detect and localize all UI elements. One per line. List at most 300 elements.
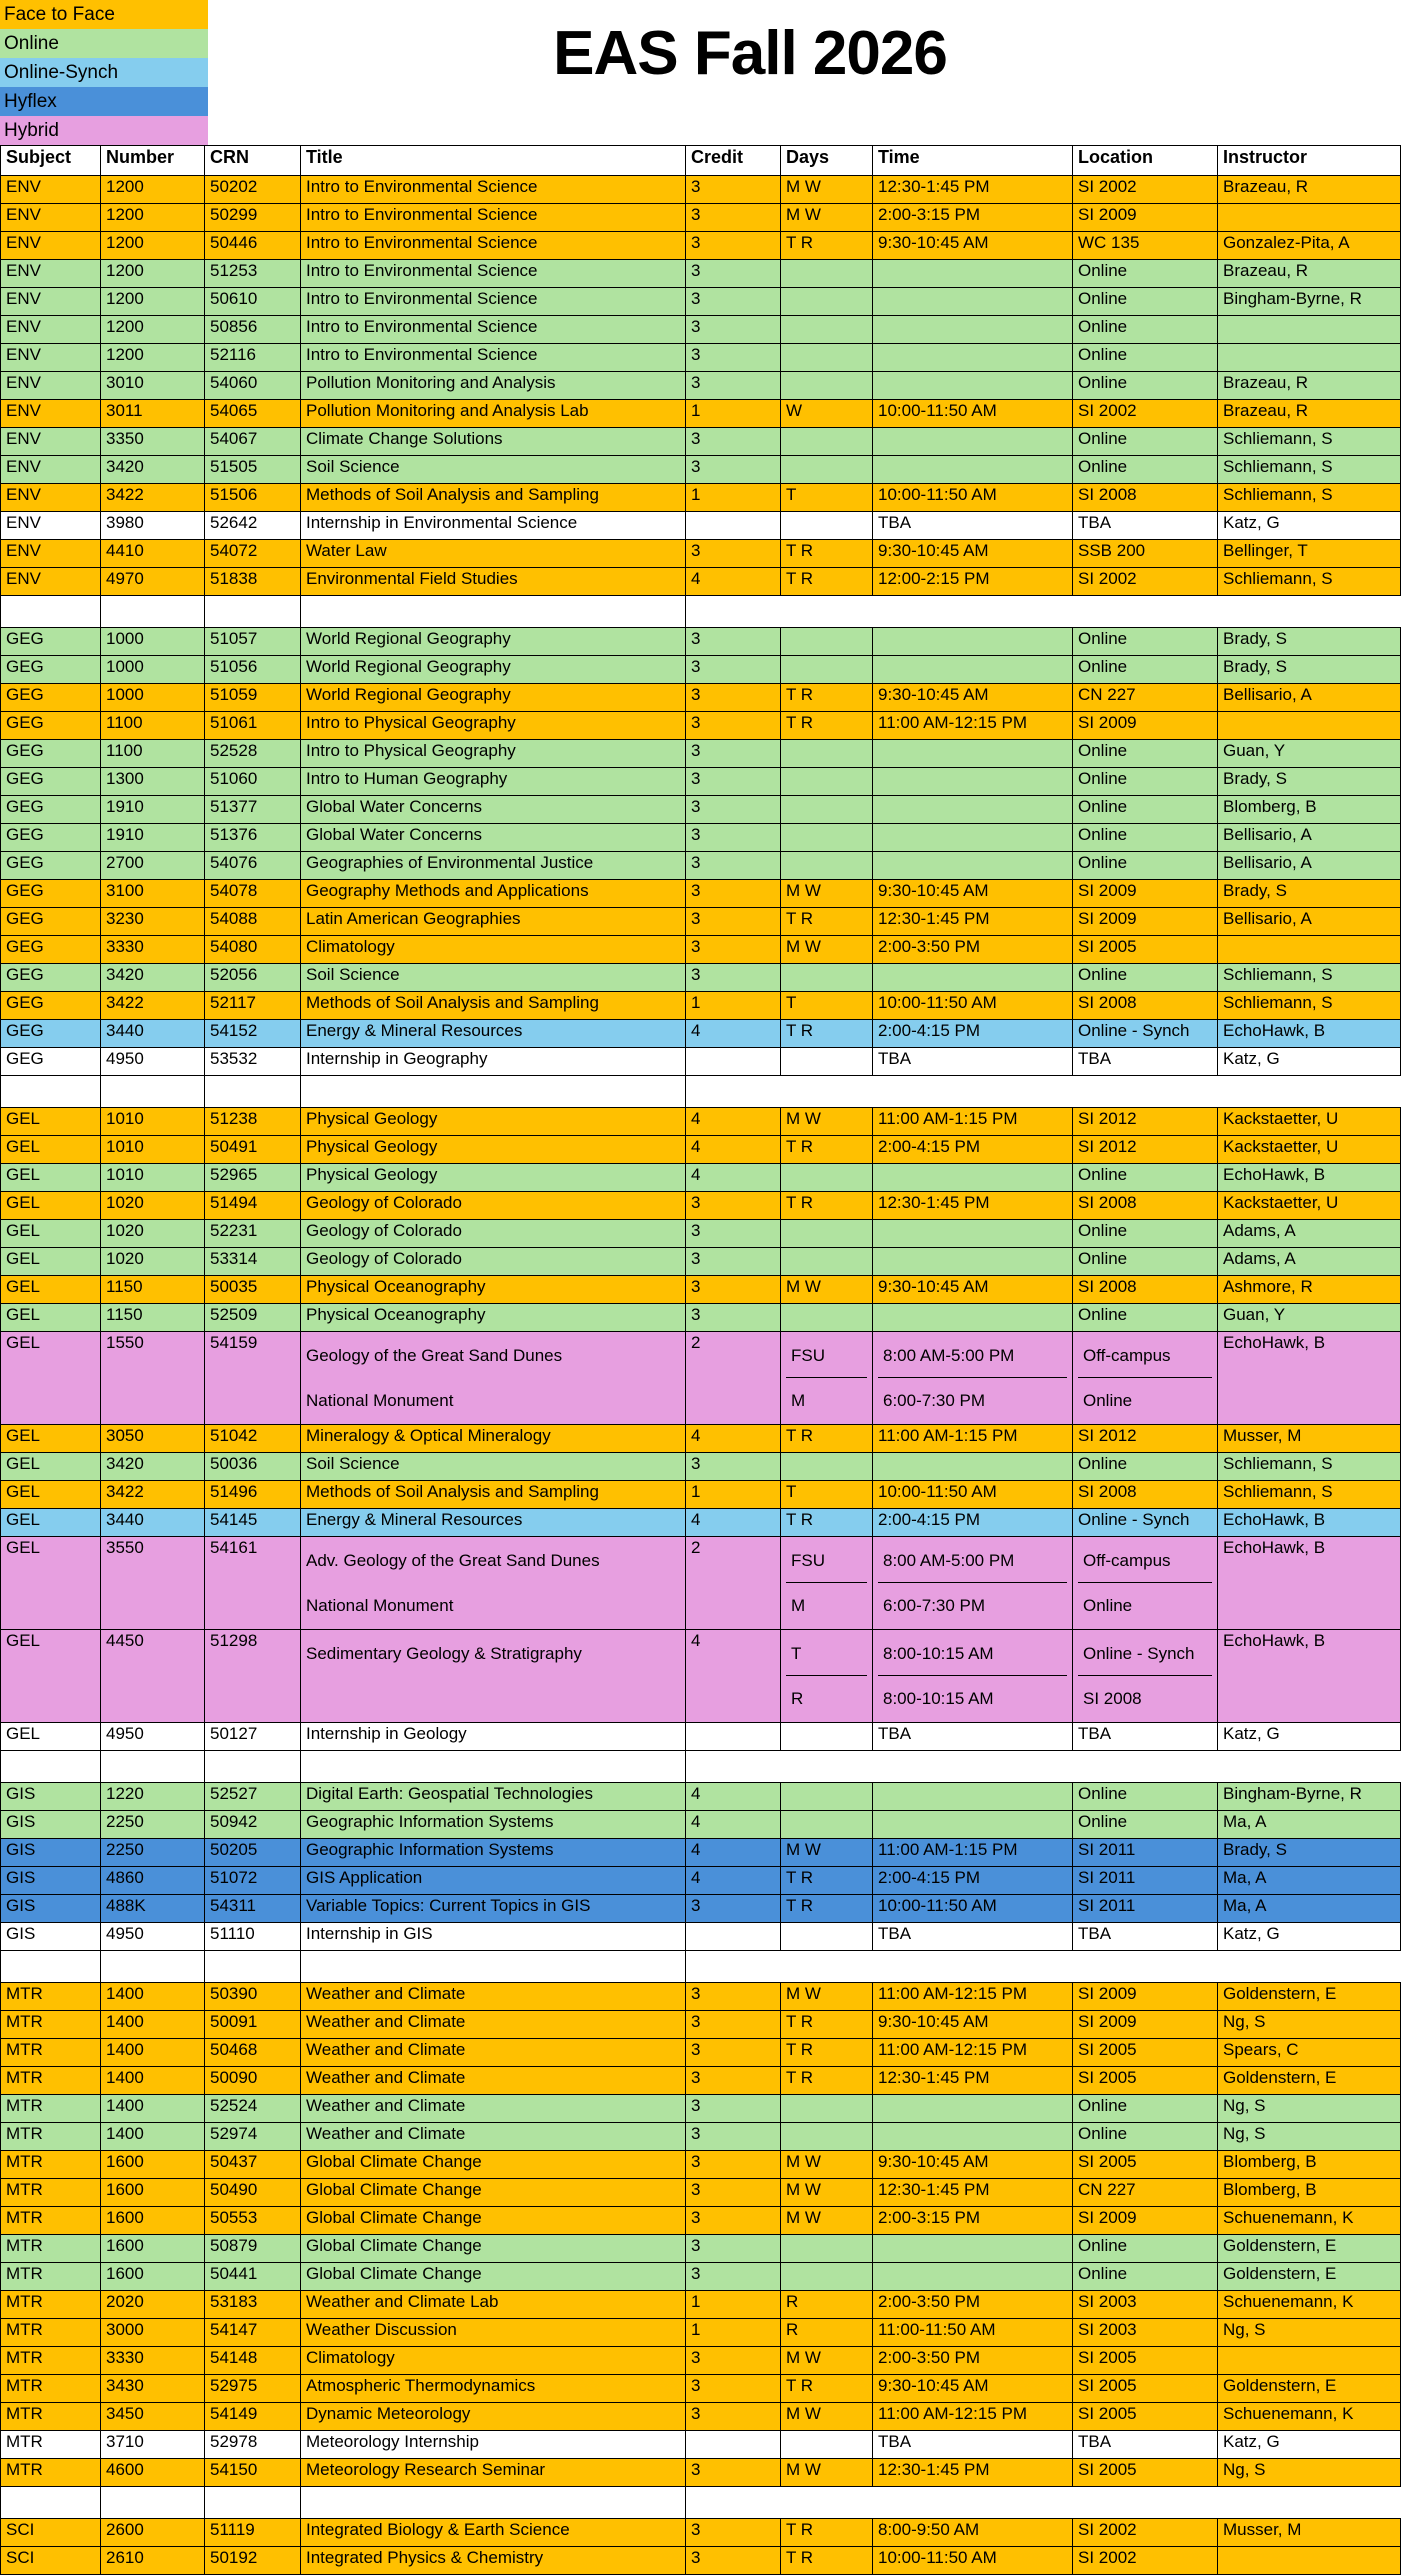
cell-location: Online bbox=[1073, 428, 1218, 456]
cell-days bbox=[781, 2263, 873, 2291]
table-row[interactable] bbox=[1, 2319, 1401, 2347]
cell-crn: 52056 bbox=[205, 964, 301, 992]
cell-number: 3010 bbox=[101, 372, 205, 400]
cell-instructor: Ng, S bbox=[1218, 2459, 1401, 2487]
cell-number: 1220 bbox=[101, 1783, 205, 1811]
table-row[interactable] bbox=[1, 712, 1401, 740]
cell-time: 10:00-11:50 AM bbox=[873, 1481, 1073, 1509]
table-row[interactable] bbox=[1, 740, 1401, 768]
cell-number: 1020 bbox=[101, 1192, 205, 1220]
table-row[interactable] bbox=[1, 1020, 1401, 1048]
table-row[interactable] bbox=[1, 2039, 1401, 2067]
table-row[interactable] bbox=[1, 2347, 1401, 2375]
cell-location: Online bbox=[1073, 656, 1218, 684]
cell-location: SI 2005 bbox=[1073, 2347, 1218, 2375]
table-row[interactable] bbox=[1, 1108, 1401, 1136]
table-row[interactable] bbox=[1, 232, 1401, 260]
spacer-cell bbox=[1073, 1076, 1218, 1108]
cell-subject: ENV bbox=[1, 288, 101, 316]
cell-title: Meteorology Research Seminar bbox=[301, 2459, 686, 2487]
cell-number: 1020 bbox=[101, 1220, 205, 1248]
cell-crn: 54148 bbox=[205, 2347, 301, 2375]
cell-instructor: Musser, M bbox=[1218, 2519, 1401, 2547]
cell-title: Methods of Soil Analysis and Sampling bbox=[301, 992, 686, 1020]
cell-crn: 50879 bbox=[205, 2235, 301, 2263]
table-row[interactable] bbox=[1, 880, 1401, 908]
table-row[interactable] bbox=[1, 2123, 1401, 2151]
cell-time bbox=[873, 824, 1073, 852]
table-row[interactable] bbox=[1, 992, 1401, 1020]
cell-title: Intro to Environmental Science bbox=[301, 260, 686, 288]
cell-time: 11:00 AM-12:15 PM bbox=[873, 2403, 1073, 2431]
cell-location: TBA bbox=[1073, 2431, 1218, 2459]
table-row[interactable] bbox=[1, 2459, 1401, 2487]
table-row[interactable] bbox=[1, 2375, 1401, 2403]
spacer-cell bbox=[1, 596, 101, 628]
schedule-table bbox=[0, 145, 1401, 2575]
cell-number: 3710 bbox=[101, 2431, 205, 2459]
cell-crn: 51110 bbox=[205, 1923, 301, 1951]
cell-number: 2250 bbox=[101, 1839, 205, 1867]
cell-crn: 54078 bbox=[205, 880, 301, 908]
table-row[interactable] bbox=[1, 2207, 1401, 2235]
cell-location: Online bbox=[1073, 1220, 1218, 1248]
table-row[interactable] bbox=[1, 260, 1401, 288]
cell-credit: 3 bbox=[686, 344, 781, 372]
cell-location: Online bbox=[1073, 372, 1218, 400]
cell-days: T bbox=[781, 992, 873, 1020]
cell-time bbox=[873, 796, 1073, 824]
table-row[interactable] bbox=[1, 1332, 1401, 1425]
cell-time bbox=[873, 344, 1073, 372]
cell-time bbox=[873, 1304, 1073, 1332]
cell-title: Weather and Climate bbox=[301, 2011, 686, 2039]
cell-location: SI 2012 bbox=[1073, 1136, 1218, 1164]
cell-time: 2:00-4:15 PM bbox=[873, 1867, 1073, 1895]
cell-instructor: Goldenstern, E bbox=[1218, 2375, 1401, 2403]
cell-time bbox=[873, 1220, 1073, 1248]
cell-number: 1200 bbox=[101, 316, 205, 344]
cell-credit: 3 bbox=[686, 712, 781, 740]
cell-subject: GEG bbox=[1, 908, 101, 936]
cell-days-multi bbox=[781, 1537, 873, 1630]
cell-credit: 3 bbox=[686, 2095, 781, 2123]
table-row[interactable] bbox=[1, 684, 1401, 712]
table-row[interactable] bbox=[1, 1509, 1401, 1537]
cell-crn: 52116 bbox=[205, 344, 301, 372]
cell-instructor: Ng, S bbox=[1218, 2319, 1401, 2347]
cell-title: Integrated Physics & Chemistry bbox=[301, 2547, 686, 2575]
cell-number: 1020 bbox=[101, 1248, 205, 1276]
column-header-title: Title bbox=[301, 146, 686, 176]
cell-credit: 4 bbox=[686, 1425, 781, 1453]
cell-time: 2:00-3:15 PM bbox=[873, 204, 1073, 232]
cell-credit: 3 bbox=[686, 540, 781, 568]
table-row[interactable] bbox=[1, 1983, 1401, 2011]
cell-location: SI 2005 bbox=[1073, 2039, 1218, 2067]
cell-credit: 4 bbox=[686, 1020, 781, 1048]
cell-number: 3050 bbox=[101, 1425, 205, 1453]
cell-location: Online bbox=[1073, 1811, 1218, 1839]
meeting-days: R bbox=[791, 1689, 804, 1708]
table-row[interactable] bbox=[1, 1048, 1401, 1076]
cell-days: M W bbox=[781, 2347, 873, 2375]
cell-crn: 52975 bbox=[205, 2375, 301, 2403]
cell-location: SI 2009 bbox=[1073, 712, 1218, 740]
cell-crn: 52527 bbox=[205, 1783, 301, 1811]
table-row[interactable] bbox=[1, 1537, 1401, 1630]
cell-location: Online bbox=[1073, 2095, 1218, 2123]
cell-number: 3420 bbox=[101, 1453, 205, 1481]
table-row[interactable] bbox=[1, 628, 1401, 656]
cell-time: TBA bbox=[873, 1923, 1073, 1951]
meeting-time: 8:00 AM-5:00 PM bbox=[878, 1538, 1067, 1583]
cell-instructor: Schuenemann, K bbox=[1218, 2291, 1401, 2319]
cell-subject: GEG bbox=[1, 964, 101, 992]
table-row[interactable] bbox=[1, 484, 1401, 512]
course-title-line: National Monument bbox=[306, 1596, 454, 1615]
table-row[interactable] bbox=[1, 2547, 1401, 2575]
spacer-cell bbox=[1218, 596, 1401, 628]
cell-location: SI 2008 bbox=[1073, 1481, 1218, 1509]
table-row[interactable] bbox=[1, 2067, 1401, 2095]
cell-number: 2610 bbox=[101, 2547, 205, 2575]
cell-title: Methods of Soil Analysis and Sampling bbox=[301, 1481, 686, 1509]
cell-title: Weather and Climate bbox=[301, 2067, 686, 2095]
cell-title: Methods of Soil Analysis and Sampling bbox=[301, 484, 686, 512]
table-row[interactable] bbox=[1, 2291, 1401, 2319]
table-row[interactable] bbox=[1, 1783, 1401, 1811]
cell-days bbox=[781, 1304, 873, 1332]
spacer-cell bbox=[205, 596, 301, 628]
cell-subject: MTR bbox=[1, 2123, 101, 2151]
table-row[interactable] bbox=[1, 288, 1401, 316]
cell-subject: GEG bbox=[1, 684, 101, 712]
cell-credit: 1 bbox=[686, 400, 781, 428]
cell-credit: 3 bbox=[686, 1895, 781, 1923]
table-row[interactable] bbox=[1, 372, 1401, 400]
cell-subject: GEG bbox=[1, 824, 101, 852]
cell-subject: GEG bbox=[1, 936, 101, 964]
cell-credit: 4 bbox=[686, 1108, 781, 1136]
table-row[interactable] bbox=[1, 1839, 1401, 1867]
cell-credit: 3 bbox=[686, 1220, 781, 1248]
cell-days: M W bbox=[781, 2403, 873, 2431]
cell-instructor: Ng, S bbox=[1218, 2123, 1401, 2151]
spacer-cell bbox=[101, 1751, 205, 1783]
table-row[interactable] bbox=[1, 344, 1401, 372]
cell-time: 9:30-10:45 AM bbox=[873, 1276, 1073, 1304]
cell-subject: MTR bbox=[1, 2011, 101, 2039]
table-row[interactable] bbox=[1, 2431, 1401, 2459]
cell-number: 1100 bbox=[101, 740, 205, 768]
cell-number: 1600 bbox=[101, 2151, 205, 2179]
cell-crn: 50446 bbox=[205, 232, 301, 260]
cell-credit: 3 bbox=[686, 2347, 781, 2375]
cell-crn: 51494 bbox=[205, 1192, 301, 1220]
table-row[interactable] bbox=[1, 1481, 1401, 1509]
table-row[interactable] bbox=[1, 400, 1401, 428]
cell-subject: ENV bbox=[1, 428, 101, 456]
meeting-location: Off-campus bbox=[1078, 1538, 1212, 1583]
cell-time: 2:00-4:15 PM bbox=[873, 1509, 1073, 1537]
cell-location: Online bbox=[1073, 316, 1218, 344]
table-row[interactable] bbox=[1, 768, 1401, 796]
spacer-cell bbox=[301, 1751, 686, 1783]
cell-crn: 50192 bbox=[205, 2547, 301, 2575]
table-row[interactable] bbox=[1, 1276, 1401, 1304]
cell-days: M W bbox=[781, 2207, 873, 2235]
table-row[interactable] bbox=[1, 1923, 1401, 1951]
cell-number: 1400 bbox=[101, 2095, 205, 2123]
cell-subject: ENV bbox=[1, 232, 101, 260]
table-row[interactable] bbox=[1, 1630, 1401, 1723]
spacer-cell bbox=[205, 1951, 301, 1983]
table-row[interactable] bbox=[1, 204, 1401, 232]
cell-location: SI 2011 bbox=[1073, 1895, 1218, 1923]
cell-subject: GEL bbox=[1, 1136, 101, 1164]
cell-credit: 4 bbox=[686, 1839, 781, 1867]
table-row[interactable] bbox=[1, 852, 1401, 880]
table-row[interactable] bbox=[1, 2519, 1401, 2547]
table-row[interactable] bbox=[1, 2263, 1401, 2291]
cell-location: SI 2002 bbox=[1073, 2547, 1218, 2575]
cell-instructor: Kackstaetter, U bbox=[1218, 1136, 1401, 1164]
cell-number: 2250 bbox=[101, 1811, 205, 1839]
cell-subject: SCI bbox=[1, 2519, 101, 2547]
table-row[interactable] bbox=[1, 2151, 1401, 2179]
cell-crn: 52524 bbox=[205, 2095, 301, 2123]
table-row[interactable] bbox=[1, 824, 1401, 852]
cell-title: Physical Geology bbox=[301, 1108, 686, 1136]
table-row[interactable] bbox=[1, 796, 1401, 824]
cell-time: 12:30-1:45 PM bbox=[873, 2179, 1073, 2207]
meeting-location: Online bbox=[1083, 1391, 1133, 1410]
cell-days: R bbox=[781, 2319, 873, 2347]
spacer-cell bbox=[1073, 1951, 1218, 1983]
cell-credit: 3 bbox=[686, 2235, 781, 2263]
cell-instructor: EchoHawk, B bbox=[1218, 1164, 1401, 1192]
cell-instructor: Blomberg, B bbox=[1218, 796, 1401, 824]
cell-time bbox=[873, 2235, 1073, 2263]
cell-crn: 54147 bbox=[205, 2319, 301, 2347]
cell-location: TBA bbox=[1073, 1048, 1218, 1076]
spacer-cell bbox=[1, 1076, 101, 1108]
cell-credit: 3 bbox=[686, 740, 781, 768]
table-row[interactable] bbox=[1, 1248, 1401, 1276]
spacer-cell bbox=[301, 596, 686, 628]
cell-time: 10:00-11:50 AM bbox=[873, 2547, 1073, 2575]
cell-subject: GEL bbox=[1, 1509, 101, 1537]
cell-title: Pollution Monitoring and Analysis Lab bbox=[301, 400, 686, 428]
cell-credit: 4 bbox=[686, 1164, 781, 1192]
cell-number: 1400 bbox=[101, 2011, 205, 2039]
cell-number: 1010 bbox=[101, 1164, 205, 1192]
cell-days bbox=[781, 2431, 873, 2459]
cell-credit bbox=[686, 1723, 781, 1751]
cell-time-multi bbox=[873, 1630, 1073, 1723]
table-row[interactable] bbox=[1, 1164, 1401, 1192]
cell-instructor: Bellisario, A bbox=[1218, 684, 1401, 712]
spacer-cell bbox=[101, 596, 205, 628]
spacer-cell bbox=[1, 2487, 101, 2519]
cell-instructor bbox=[1218, 316, 1401, 344]
cell-crn: 54065 bbox=[205, 400, 301, 428]
table-row[interactable] bbox=[1, 1304, 1401, 1332]
cell-title: GIS Application bbox=[301, 1867, 686, 1895]
cell-subject: MTR bbox=[1, 1983, 101, 2011]
table-row[interactable] bbox=[1, 1453, 1401, 1481]
cell-number: 2700 bbox=[101, 852, 205, 880]
cell-number: 1200 bbox=[101, 288, 205, 316]
cell-days bbox=[781, 656, 873, 684]
cell-time bbox=[873, 428, 1073, 456]
cell-instructor: Ng, S bbox=[1218, 2095, 1401, 2123]
cell-location: SI 2005 bbox=[1073, 2151, 1218, 2179]
cell-days bbox=[781, 1248, 873, 1276]
table-row[interactable] bbox=[1, 512, 1401, 540]
table-row[interactable] bbox=[1, 1192, 1401, 1220]
cell-time: 12:00-2:15 PM bbox=[873, 568, 1073, 596]
cell-crn: 52642 bbox=[205, 512, 301, 540]
spacer-cell bbox=[873, 2487, 1073, 2519]
cell-number: 1600 bbox=[101, 2179, 205, 2207]
cell-instructor: Schliemann, S bbox=[1218, 456, 1401, 484]
table-row[interactable] bbox=[1, 428, 1401, 456]
cell-number: 3420 bbox=[101, 456, 205, 484]
cell-title bbox=[301, 1537, 686, 1630]
table-row[interactable] bbox=[1, 2235, 1401, 2263]
cell-credit: 3 bbox=[686, 1453, 781, 1481]
cell-subject: GIS bbox=[1, 1867, 101, 1895]
cell-credit: 3 bbox=[686, 176, 781, 204]
cell-title: Energy & Mineral Resources bbox=[301, 1509, 686, 1537]
meeting-days: FSU bbox=[786, 1538, 867, 1583]
cell-crn: 51072 bbox=[205, 1867, 301, 1895]
cell-credit: 3 bbox=[686, 656, 781, 684]
cell-credit: 4 bbox=[686, 1136, 781, 1164]
cell-days: T R bbox=[781, 2375, 873, 2403]
table-row[interactable] bbox=[1, 2095, 1401, 2123]
table-row[interactable] bbox=[1, 2011, 1401, 2039]
table-row[interactable] bbox=[1, 1220, 1401, 1248]
spacer-cell bbox=[1, 1951, 101, 1983]
cell-crn: 53183 bbox=[205, 2291, 301, 2319]
cell-crn: 51057 bbox=[205, 628, 301, 656]
cell-subject: SCI bbox=[1, 2547, 101, 2575]
table-row[interactable] bbox=[1, 1811, 1401, 1839]
cell-subject: GEG bbox=[1, 796, 101, 824]
cell-crn: 51838 bbox=[205, 568, 301, 596]
cell-days bbox=[781, 1220, 873, 1248]
table-row[interactable] bbox=[1, 908, 1401, 936]
spacer-cell bbox=[101, 1076, 205, 1108]
table-row[interactable] bbox=[1, 964, 1401, 992]
cell-crn: 50127 bbox=[205, 1723, 301, 1751]
table-row[interactable] bbox=[1, 176, 1401, 204]
cell-location: Online bbox=[1073, 1164, 1218, 1192]
spacer-cell bbox=[781, 2487, 873, 2519]
table-row[interactable] bbox=[1, 2403, 1401, 2431]
cell-location: SI 2005 bbox=[1073, 2375, 1218, 2403]
cell-credit: 3 bbox=[686, 1983, 781, 2011]
cell-subject: GEG bbox=[1, 852, 101, 880]
table-row[interactable] bbox=[1, 2179, 1401, 2207]
table-row[interactable] bbox=[1, 1425, 1401, 1453]
cell-instructor: EchoHawk, B bbox=[1218, 1537, 1401, 1630]
table-row[interactable] bbox=[1, 1867, 1401, 1895]
cell-days: T R bbox=[781, 908, 873, 936]
cell-location: Online bbox=[1073, 1248, 1218, 1276]
table-row[interactable] bbox=[1, 540, 1401, 568]
spacer-cell bbox=[873, 596, 1073, 628]
cell-title: Dynamic Meteorology bbox=[301, 2403, 686, 2431]
cell-days: T R bbox=[781, 1192, 873, 1220]
cell-time: 2:00-3:50 PM bbox=[873, 936, 1073, 964]
cell-location: Online bbox=[1073, 1304, 1218, 1332]
cell-time bbox=[873, 656, 1073, 684]
cell-location: SI 2009 bbox=[1073, 880, 1218, 908]
cell-title: Latin American Geographies bbox=[301, 908, 686, 936]
cell-subject: GIS bbox=[1, 1811, 101, 1839]
cell-crn: 54311 bbox=[205, 1895, 301, 1923]
cell-time-multi bbox=[873, 1537, 1073, 1630]
cell-number: 1150 bbox=[101, 1304, 205, 1332]
table-row[interactable] bbox=[1, 1723, 1401, 1751]
table-row[interactable] bbox=[1, 936, 1401, 964]
cell-number: 4860 bbox=[101, 1867, 205, 1895]
cell-title: Weather Discussion bbox=[301, 2319, 686, 2347]
cell-time: 10:00-11:50 AM bbox=[873, 992, 1073, 1020]
cell-credit: 3 bbox=[686, 316, 781, 344]
table-row[interactable] bbox=[1, 456, 1401, 484]
cell-subject: MTR bbox=[1, 2263, 101, 2291]
cell-title: Intro to Environmental Science bbox=[301, 204, 686, 232]
cell-subject: MTR bbox=[1, 2319, 101, 2347]
column-header-number: Number bbox=[101, 146, 205, 176]
meeting-location: Online - Synch bbox=[1078, 1631, 1212, 1676]
cell-title: Mineralogy & Optical Mineralogy bbox=[301, 1425, 686, 1453]
cell-location: Online bbox=[1073, 288, 1218, 316]
cell-time: 11:00 AM-1:15 PM bbox=[873, 1425, 1073, 1453]
cell-crn: 54076 bbox=[205, 852, 301, 880]
cell-time: 9:30-10:45 AM bbox=[873, 2151, 1073, 2179]
spacer-cell bbox=[781, 596, 873, 628]
cell-title: Intro to Environmental Science bbox=[301, 288, 686, 316]
table-row[interactable] bbox=[1, 1136, 1401, 1164]
cell-subject: GIS bbox=[1, 1783, 101, 1811]
table-row[interactable] bbox=[1, 1895, 1401, 1923]
cell-location: TBA bbox=[1073, 1723, 1218, 1751]
section-spacer bbox=[1, 596, 1401, 628]
table-row[interactable] bbox=[1, 568, 1401, 596]
cell-number: 488K bbox=[101, 1895, 205, 1923]
cell-subject: MTR bbox=[1, 2039, 101, 2067]
spacer-cell bbox=[101, 2487, 205, 2519]
cell-number: 1200 bbox=[101, 176, 205, 204]
cell-days: M W bbox=[781, 1983, 873, 2011]
spacer-cell bbox=[873, 1751, 1073, 1783]
legend-item-online-synch: Online-Synch bbox=[0, 58, 208, 87]
cell-number: 2020 bbox=[101, 2291, 205, 2319]
table-row[interactable] bbox=[1, 656, 1401, 684]
cell-days bbox=[781, 1723, 873, 1751]
cell-crn: 51059 bbox=[205, 684, 301, 712]
cell-instructor: Musser, M bbox=[1218, 1425, 1401, 1453]
cell-time: 9:30-10:45 AM bbox=[873, 232, 1073, 260]
cell-number: 4410 bbox=[101, 540, 205, 568]
table-row[interactable] bbox=[1, 316, 1401, 344]
